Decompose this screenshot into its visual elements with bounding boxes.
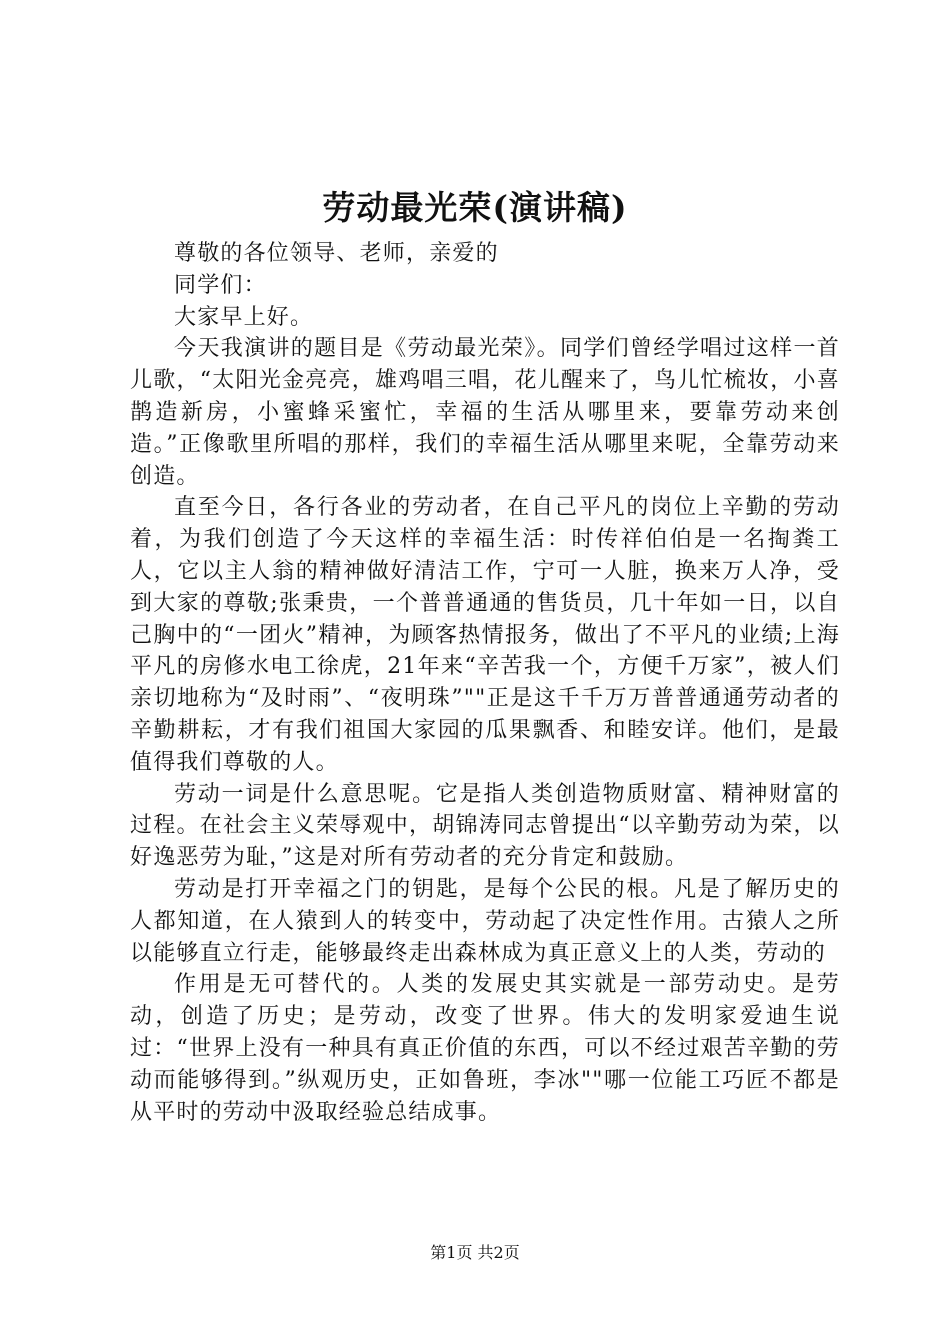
paragraph-intro: 今天我演讲的题目是《劳动最光荣》。同学们曾经学唱过这样一首儿歌，“太阳光金亮亮，雄鸡唱三唱，花儿醒来了，鸟儿忙梳妆，小喜鹊造新房，小蜜蜂采蜜忙，幸福的生活从哪里来，要靠劳动来创造。”正像歌里所唱的那样，我们的幸福生活从哪里来呢，全靠劳动来创造。 [130, 336, 840, 489]
paragraph-history: 劳动是打开幸福之门的钥匙，是每个公民的根。凡是了解历史的人都知道，在人猿到人的转变中，劳动起了决定性作用。古猿人之所以能够直立行走，能够最终走出森林成为真正意义上的人类，劳动的 [130, 876, 840, 966]
paragraph-salutation-cont: 同学们： [174, 272, 267, 298]
document-title: 劳动最光荣(演讲稿) [322, 188, 628, 227]
document-body [130, 238, 840, 1128]
paragraph-history-cont: 作用是无可替代的。人类的发展史其实就是一部劳动史。是劳动，创造了历史；是劳动，改变了世界。伟大的发明家爱迪生说过：“世界上没有一种具有真正价值的东西，可以不经过艰苦辛勤的劳动而能够得到。”纵观历史，正如鲁班，李冰""哪一位能工巧匠不都是从平时的劳动中汲取经验总结成事。 [130, 972, 840, 1125]
paragraph-greeting: 大家早上好。 [174, 304, 314, 330]
paragraph-definition: 劳动一词是什么意思呢。它是指人类创造物质财富、精神财富的过程。在社会主义荣辱观中，胡锦涛同志曾提出“以辛勤劳动为荣，以好逸恶劳为耻，”这是对所有劳动者的充分肯定和鼓励。 [130, 781, 840, 871]
page-footer: 第1页 共2页 [430, 1243, 520, 1262]
paragraph-salutation: 尊敬的各位领导、老师，亲爱的 [174, 241, 499, 266]
paragraph-workers: 直至今日，各行各业的劳动者，在自己平凡的岗位上辛勤的劳动着，为我们创造了今天这样的幸福生活：时传祥伯伯是一名掏粪工人，它以主人翁的精神做好清洁工作，宁可一人脏，换来万人净，受到大家的尊敬;张秉贵，一个普普通通的售货员，几十年如一日，以自己胸中的“一团火”精神，为顾客热情报务，做出了不平凡的业绩;上海平凡的房修水电工徐虎，21年来“辛苦我一个，方便千万家”，被人们亲切地称为“及时雨”、“夜明珠”""正是这千千万万普普通通劳动者的辛勤耕耘，才有我们祖国大家园的瓜果飘香、和睦安详。他们，是最值得我们尊敬的人。 [130, 495, 840, 775]
